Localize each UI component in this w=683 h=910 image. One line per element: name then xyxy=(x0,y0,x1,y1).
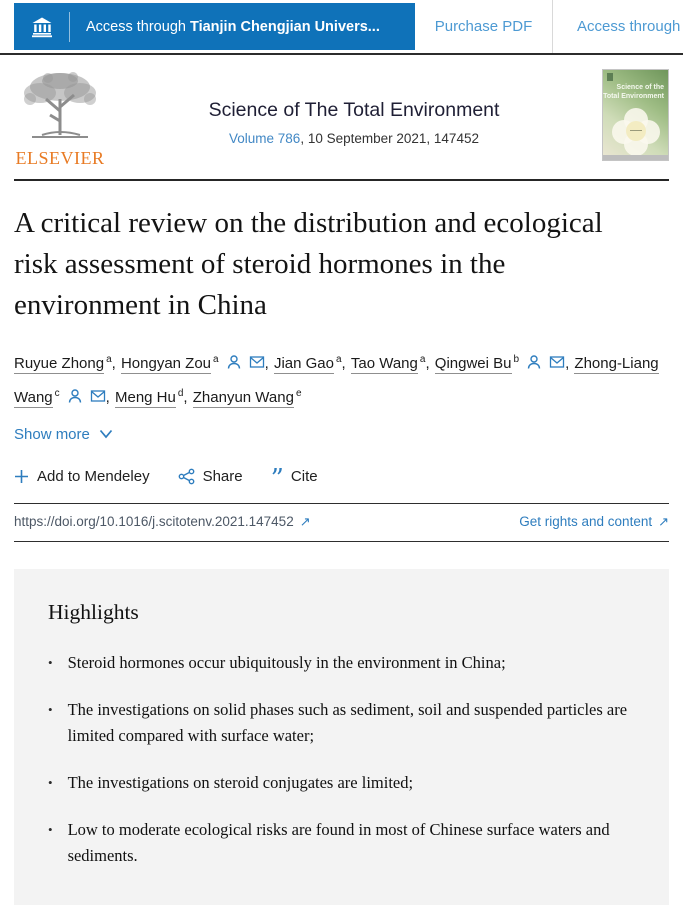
cite-button[interactable]: ” Cite xyxy=(270,464,318,495)
author-link[interactable]: Hongyan Zou $^a$ xyxy=(120,353,219,372)
cover-journal-title: Science of the Total Environment xyxy=(603,84,664,101)
bullet-icon: • xyxy=(48,654,53,670)
author-profile-icon[interactable] xyxy=(226,354,242,370)
author: Meng Hu $^d$, xyxy=(114,387,192,406)
bullet-icon: • xyxy=(48,701,53,717)
author-link[interactable]: Ruyue Zhong $^a$ xyxy=(14,353,112,372)
author: Qingwei Bu $^b$ , xyxy=(434,353,574,372)
author: Zhong-Liang Wang $^c$ , xyxy=(14,354,659,406)
header-divider xyxy=(14,179,669,181)
get-rights-link[interactable]: Get rights and content ↗ xyxy=(519,514,669,530)
journal-header xyxy=(0,55,683,179)
highlights-heading: Highlights xyxy=(48,599,139,624)
author-link[interactable]: Jian Gao $^a$ xyxy=(273,353,342,372)
author: Hongyan Zou $^a$ , xyxy=(120,353,273,372)
access-through-other-tab[interactable]: Access through xyxy=(577,18,681,35)
volume-issue-line xyxy=(106,131,602,146)
cover-bottom-strip xyxy=(603,155,668,160)
author-email-icon[interactable] xyxy=(90,388,106,404)
add-to-mendeley-button[interactable]: Add to Mendeley xyxy=(14,468,150,485)
share-icon xyxy=(178,468,195,485)
author: Tao Wang $^a$, xyxy=(350,353,434,372)
author-profile-icon[interactable] xyxy=(67,388,83,404)
highlight-item: • The investigations on solid phases such as sediment, soil and suspended particles are limited compared with surface water; xyxy=(48,697,629,749)
author-link[interactable]: Tao Wang $^a$ xyxy=(350,353,426,372)
article-head xyxy=(0,203,683,503)
bullet-icon: • xyxy=(48,821,53,837)
journal-title-block xyxy=(106,69,602,179)
highlight-item: • The investigations on steroid conjugates are limited; xyxy=(48,770,629,796)
elsevier-tree-logo xyxy=(18,69,102,141)
author: Ruyue Zhong $^a$, xyxy=(14,353,120,372)
doi-divider-bottom xyxy=(14,541,669,542)
journal-title-link[interactable]: Science of The Total Environment xyxy=(208,99,500,121)
highlight-item: • Steroid hormones occur ubiquitously in the environment in China; xyxy=(48,650,629,676)
bullet-icon: • xyxy=(48,774,53,790)
volume-link[interactable]: Volume 786 xyxy=(229,131,301,146)
author-link[interactable]: Qingwei Bu $^b$ xyxy=(434,353,520,372)
author-link[interactable]: Meng Hu $^d$ xyxy=(114,387,184,406)
cover-flower-art xyxy=(603,70,668,160)
share-button[interactable]: Share xyxy=(178,468,243,485)
author-link[interactable]: Zhanyun Wang $^e$ xyxy=(192,387,302,406)
author-link[interactable]: Zhong-Liang Wang $^c$ xyxy=(14,354,659,406)
issue-info: , 10 September 2021, 147452 xyxy=(300,131,479,146)
journal-cover-thumbnail[interactable] xyxy=(602,69,669,161)
button-divider xyxy=(69,12,70,42)
elsevier-wordmark: ELSEVIER xyxy=(15,148,105,168)
top-access-bar xyxy=(0,0,683,53)
purchase-pdf-tab[interactable]: Purchase PDF xyxy=(434,18,533,35)
plus-icon xyxy=(14,469,29,484)
doi-row xyxy=(14,504,669,541)
author-email-icon[interactable] xyxy=(249,354,265,370)
show-more-button[interactable]: Show more xyxy=(14,426,113,443)
author-profile-icon[interactable] xyxy=(526,354,542,370)
author-list xyxy=(14,345,669,413)
article-title: A critical review on the distribution and ecological risk assessment of steroid hormones in the environment in China xyxy=(14,207,603,322)
access-button-label: Access through Tianjin Chengjian Univers... xyxy=(86,18,380,35)
author xyxy=(193,389,303,406)
highlights-panel xyxy=(14,569,669,905)
elsevier-logo-link[interactable] xyxy=(14,69,106,179)
article-actions xyxy=(14,464,669,495)
chevron-down-icon xyxy=(99,429,113,439)
highlight-item: • Low to moderate ecological risks are found in most of Chinese surface waters and sediments. xyxy=(48,817,629,869)
author: Jian Gao $^a$, xyxy=(273,353,350,372)
institution-bank-icon xyxy=(31,16,53,38)
access-through-institution-button[interactable] xyxy=(14,3,415,50)
doi-link[interactable]: https://doi.org/10.1016/j.scitotenv.2021.147452 ↗ xyxy=(14,514,311,530)
author-email-icon[interactable] xyxy=(549,354,565,370)
highlights-list xyxy=(48,650,629,869)
